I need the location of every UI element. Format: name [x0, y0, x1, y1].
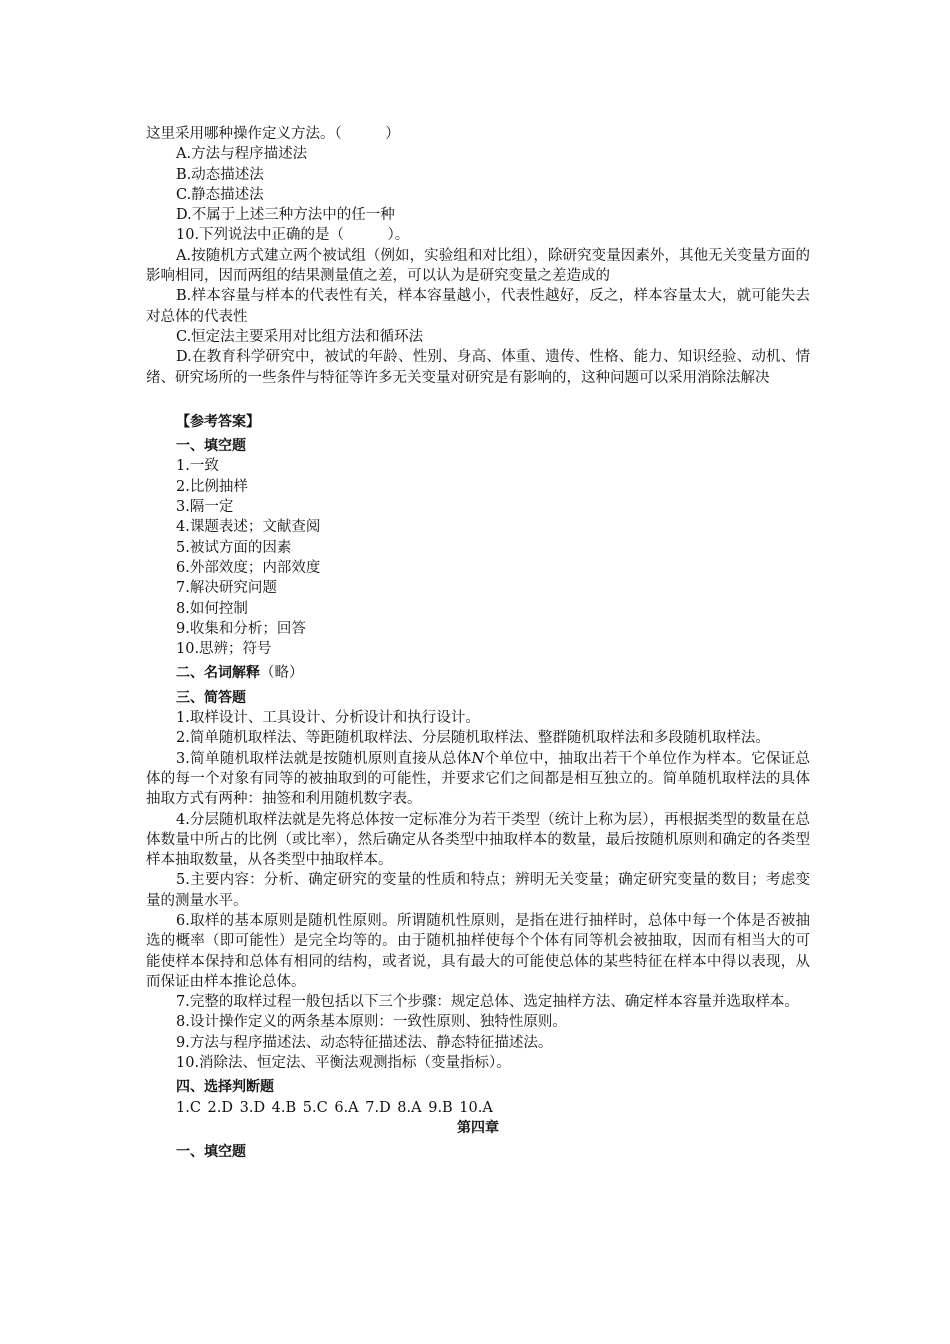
section-term-explanation-note: （略） [260, 665, 304, 682]
list-item: 3.隔一定 [176, 499, 234, 516]
fill-blank-answer-list [146, 456, 810, 659]
short-answer-6: 6.取样的基本原则是随机性原则。所谓随机性原则，是指在进行抽样时，总体中每一个体是否被抽选的概率（即可能性）是完全均等的。由于随机抽样使每个个体有同等机会被抽取，因而有相当大的可能使样本保持和总体有相同的结构，或者说，具有最大的可能使总体的某些特征在样本中得以表现，从而保证由样本推论总体。 [146, 912, 810, 990]
q9-option-b: B.动态描述法 [176, 166, 264, 183]
list-item: 6.外部效度；内部效度 [176, 559, 321, 576]
list-item: 9.收集和分析；回答 [176, 620, 306, 637]
list-item: 2.比例抽样 [176, 478, 248, 495]
q10-stem: 10.下列说法中正确的是（ ）。 [176, 227, 410, 244]
q9-option-d: D.不属于上述三种方法中的任一种 [176, 207, 395, 224]
document-page [146, 124, 810, 1163]
q10-option-b: B.样本容量与样本的代表性有关，样本容量越小，代表性越好，反之，样本容量太大，就可能失去对总体的代表性 [146, 288, 810, 325]
q10-option-c: C.恒定法主要采用对比组方法和循环法 [176, 328, 424, 345]
section-choice-judgement-title: 四、选择判断题 [176, 1079, 274, 1096]
short-answer-2: 2.简单随机取样法、等距随机取样法、分层随机取样法、整群随机取样法和多段随机取样法。 [176, 730, 770, 747]
list-item: 10.思辨；符号 [176, 641, 272, 658]
q9-option-a: A.方法与程序描述法 [176, 146, 308, 163]
short-answer-7: 7.完整的取样过程一般包括以下三个步骤：规定总体、选定抽样方法、确定样本容量并选取样本。 [176, 994, 799, 1011]
list-item: 4.课题表述；文献查阅 [176, 519, 321, 536]
short-answer-10: 10.消除法、恒定法、平衡法观测指标（变量指标）。 [176, 1055, 511, 1072]
q9-option-c: C.静态描述法 [176, 186, 264, 203]
variable-n: N [471, 750, 485, 767]
q10-option-d: D.在教育科学研究中，被试的年龄、性别、身高、体重、遗传、性格、能力、知识经验、动机、情绪、研究场所的一些条件与特征等许多无关变量对研究是有影响的，这种问题可以采用消除法解决 [146, 349, 810, 386]
section-short-answer-title: 三、简答题 [176, 689, 246, 706]
q9-stem: 这里采用哪种操作定义方法。（ ） [146, 126, 400, 142]
section-term-explanation [146, 663, 810, 683]
q10-option-a: A.按随机方式建立两个被试组（例如，实验组和对比组），除研究变量因素外，其他无关变量方面的影响相同，因而两组的结果测量值之差，可以认为是研究变量之差造成的 [146, 247, 810, 285]
section-fill-blank-title: 一、填空题 [176, 438, 246, 455]
list-item: 1.一致 [176, 458, 219, 475]
choice-answers: 1.C 2.D 3.D 4.B 5.C 6.A 7.D 8.A 9.B 10.A [176, 1099, 493, 1116]
short-answer-3 [146, 749, 810, 810]
answer-key-title: 【参考答案】 [176, 413, 260, 430]
short-answer-1: 1.取样设计、工具设计、分析设计和执行设计。 [176, 710, 480, 727]
short-answer-5: 5.主要内容：分析、确定研究的变量的性质和特点；辨明无关变量；确定研究变量的数目；考虑变量的测量水平。 [146, 872, 810, 909]
chapter4-fill-blank-title: 一、填空题 [176, 1144, 246, 1161]
short-answer-3-pre: 3.简单随机取样法就是按随机原则直接从总体 [176, 750, 472, 767]
short-answer-3-post: 个单位中，抽取出若干个单位作为样本。它保证总体的每一个对象有同等的被抽取到的可能性，并要求它们之间都是相互独立的。简单随机取样法的具体抽取方式有两种：抽签和利用随机数字表。 [146, 750, 810, 808]
short-answer-4: 4.分层随机取样法就是先将总体按一定标准分为若干类型（统计上称为层），再根据类型的数量在总体数量中所占的比例（或比率），然后确定从各类型中抽取样本的数量，最后按随机原则和确定的各类型样本抽取数量，从各类型中抽取样本。 [146, 811, 810, 869]
section-term-explanation-title: 二、名词解释 [176, 665, 260, 682]
list-item: 8.如何控制 [176, 600, 248, 617]
list-item: 7.解决研究问题 [176, 580, 277, 597]
list-item: 5.被试方面的因素 [176, 539, 292, 556]
chapter-title: 第四章 [457, 1119, 499, 1136]
short-answer-8: 8.设计操作定义的两条基本原则：一致性原则、独特性原则。 [176, 1014, 567, 1031]
short-answer-9: 9.方法与程序描述法、动态特征描述法、静态特征描述法。 [176, 1034, 553, 1051]
